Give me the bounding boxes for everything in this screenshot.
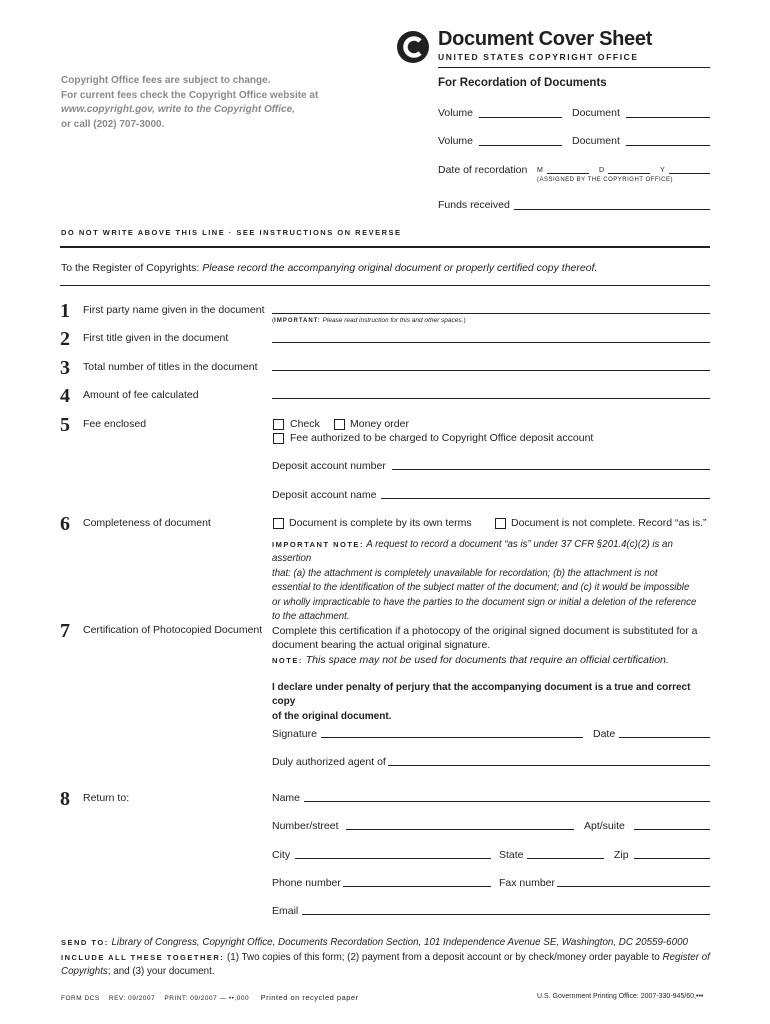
state-field[interactable] [527,858,604,859]
total-titles-label: Total number of titles in the document [83,361,258,373]
important-instruction: (IMPORTANT: Please read instruction for this and other spaces.) [272,317,466,324]
item-number-3: 3 [60,357,70,379]
day-field[interactable] [608,173,650,174]
item-number-8: 8 [60,788,70,810]
form-subtitle: UNITED STATES COPYRIGHT OFFICE [438,52,639,62]
city-field[interactable] [295,858,491,859]
apt-suite-label: Apt/suite [584,820,625,832]
day-label: D [599,167,605,174]
date-field[interactable] [619,737,710,738]
document-field-2[interactable] [626,145,710,146]
fee-authorized-label: Fee authorized to be charged to Copyright Office deposit account [290,432,594,444]
form-title: Document Cover Sheet [438,28,653,50]
number-street-label: Number/street [272,820,339,832]
month-label: M [537,167,543,174]
signature-label: Signature [272,728,317,740]
month-field[interactable] [547,173,589,174]
assigned-note: (ASSIGNED BY THE COPYRIGHT OFFICE) [537,177,674,183]
fax-label: Fax number [499,877,556,889]
item-number-1: 1 [60,300,70,322]
do-not-write-notice: DO NOT WRITE ABOVE THIS LINE · SEE INSTRUCTIONS ON REVERSE [61,228,402,237]
fee-calculated-label: Amount of fee calculated [83,389,199,401]
send-to: SEND TO: Library of Congress, Copyright Office, Documents Recordation Section, 101 Independence Avenue SE, Washington, DC 20559-6000 [61,937,688,948]
first-party-field[interactable] [272,313,710,314]
certification-text: Complete this certification if a photocopy of the original signed document is substituted for a document bearing the actual original signature. NOTE: This space may not be used for documents that require an official certification. [272,625,698,666]
not-complete-checkbox[interactable] [495,518,506,529]
email-label: Email [272,905,299,917]
important-note: IMPORTANT NOTE: A request to record a document “as is” under 37 CFR §201.4(c)(2) is an assertion that: (a) the attachment is completely unavailable for recordation; (b) the attachment is not essential to the identification of the subject matter of the document; and (c) it would be impossible or wholly impracticable to have the parties to the document sign or initial a deletion of the reference to the attachment. [272,539,697,623]
deposit-name-label: Deposit account name [272,489,377,501]
copyright-office-logo [396,30,430,64]
first-party-label: First party name given in the document [83,304,265,316]
item-number-2: 2 [60,328,70,350]
signature-field[interactable] [321,737,583,738]
fee-authorized-checkbox[interactable] [273,433,284,444]
volume-label-2: Volume [438,135,474,147]
complete-checkbox[interactable] [273,518,284,529]
first-title-field[interactable] [272,342,710,343]
phone-field[interactable] [343,886,491,887]
money-order-checkbox[interactable] [334,419,345,430]
header-rule [438,67,710,68]
include-all: INCLUDE ALL THESE TOGETHER: (1) Two copies of this form; (2) payment from a deposit account or by check/money order payable to Register of Copyrights; and (3) your document. [61,952,710,977]
main-divider [60,246,710,248]
state-label: State [499,849,524,861]
register-statement: To the Register of Copyrights: Please record the accompanying original document or properly certified copy thereof. [61,262,598,274]
deposit-number-field[interactable] [392,469,710,470]
volume-label-1: Volume [438,107,474,119]
section-title: For Recordation of Documents [438,77,607,89]
check-checkbox[interactable] [273,419,284,430]
item-number-6: 6 [60,513,70,535]
email-field[interactable] [302,914,710,915]
date-label: Date [593,728,616,740]
funds-received-field[interactable] [514,209,710,210]
agent-label: Duly authorized agent of [272,756,386,768]
first-title-label: First title given in the document [83,332,229,344]
phone-label: Phone number [272,877,341,889]
apt-suite-field[interactable] [634,829,710,830]
declaration: I declare under penalty of perjury that the accompanying document is a true and correct copy of the original document. [272,682,691,722]
complete-label: Document is complete by its own terms [289,517,472,529]
deposit-name-field[interactable] [381,498,710,499]
fee-calculated-field[interactable] [272,398,710,399]
item-number-5: 5 [60,414,70,436]
funds-received-label: Funds received [438,199,510,211]
form-code: FORM DCS REV: 09/2007 PRINT: 09/2007 — ••,000 Printed on recycled paper [61,993,359,1002]
zip-field[interactable] [634,858,710,859]
volume-field-2[interactable] [479,145,562,146]
agent-field[interactable] [388,765,710,766]
fee-enclosed-label: Fee enclosed [83,418,147,430]
name-label: Name [272,792,301,804]
return-to-label: Return to: [83,792,130,804]
city-label: City [272,849,291,861]
zip-label: Zip [614,849,629,861]
number-street-field[interactable] [346,829,574,830]
gpo-imprint: U.S. Government Printing Office: 2007-330-945/60,••• [537,993,704,1000]
fee-notice: Copyright Office fees are subject to change. For current fees check the Copyright Office website at www.copyright.gov, write to the Copyright Office, or call (202) 707-3000. [61,75,319,130]
item-number-7: 7 [60,620,70,642]
date-of-recordation-label: Date of recordation [438,164,528,176]
item-number-4: 4 [60,385,70,407]
money-order-label: Money order [350,418,409,430]
total-titles-field[interactable] [272,370,710,371]
document-label-1: Document [572,107,620,119]
completeness-label: Completeness of document [83,517,211,529]
document-label-2: Document [572,135,620,147]
register-divider [60,285,710,286]
volume-field-1[interactable] [479,117,562,118]
not-complete-label: Document is not complete. Record “as is.” [511,517,707,529]
year-label: Y [660,167,665,174]
check-label: Check [290,418,320,430]
document-field-1[interactable] [626,117,710,118]
deposit-number-label: Deposit account number [272,460,386,472]
fax-field[interactable] [557,886,710,887]
year-field[interactable] [669,173,710,174]
certification-label: Certification of Photocopied Document [83,624,263,636]
name-field[interactable] [304,801,710,802]
